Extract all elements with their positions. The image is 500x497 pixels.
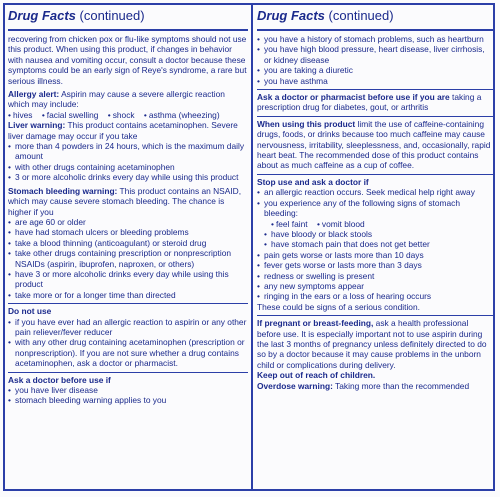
right-header <box>257 5 493 31</box>
liver-item: • with other drugs containing acetaminophen <box>8 162 248 172</box>
allergy-alert <box>8 88 248 185</box>
drug-facts-panel <box>3 3 495 491</box>
allergy-item: • hives <box>8 110 33 120</box>
pharm-label: Ask a doctor or pharmacist before use if you are <box>257 92 450 103</box>
ask-item: • you are taking a diuretic <box>257 65 493 75</box>
stop-item: • an allergic reaction occurs. Seek medical help right away <box>257 187 493 197</box>
preg-text: ask a health professional before use. It is especially important not to use aspirin during the last 3 months of pregnancy unless definitely directed to do so by a doctor because it may cause problems in the unborn child or complications during delivery. <box>257 318 487 370</box>
allergy-item: • shock <box>108 110 135 120</box>
bleed-item: • take other drugs containing prescription or nonprescription NSAIDs (aspirin, ibuprofen, naproxen, or others) <box>8 248 248 269</box>
ask-item: • you have asthma <box>257 76 493 86</box>
left-header <box>8 5 248 31</box>
when-label: When using this product <box>257 118 356 129</box>
when-text: limit the use of caffeine-containing drugs, foods, or drinks because too much caffeine may cause nervousness, irritability, sleeplessness, and, occasionally, rapid heart beat. The recommended dose of this product contains about as much caffeine as a cup of coffee. <box>257 118 491 171</box>
do-not-use <box>8 305 248 370</box>
stop-item: • fever gets worse or lasts more than 3 days <box>257 260 493 270</box>
header-title: Drug Facts <box>8 8 76 23</box>
ask-item: • you have high blood pressure, heart disease, liver cirrhosis, or kidney disease <box>257 44 493 65</box>
ask-label: Ask a doctor before use if <box>8 374 111 385</box>
stop-sub-item: • have stomach pain that does not get better <box>257 239 493 249</box>
stop-sub-row <box>257 219 493 229</box>
allergy-items <box>8 110 248 120</box>
section-rule <box>8 372 248 373</box>
stop-item: • redness or swelling is present <box>257 271 493 281</box>
ask-item: • stomach bleeding warning applies to you <box>8 395 248 405</box>
stop-note: These could be signs of a serious condition. <box>257 301 420 312</box>
section-rule <box>8 303 248 304</box>
pregnancy-warning <box>257 317 493 393</box>
overdose-label: Overdose warning: <box>257 380 333 391</box>
liver-label: Liver warning: <box>8 120 66 131</box>
donot-item: • with any other drug containing acetaminophen (prescription or nonprescription). If you are not sure whether a drug contains acetaminophen, ask a doctor or pharmacist. <box>8 337 248 368</box>
section-rule <box>257 174 493 175</box>
donot-item: • if you have ever had an allergic reaction to aspirin or any other pain reliever/fever reducer <box>8 317 248 338</box>
section-rule <box>257 89 493 90</box>
bleed-item: • have 3 or more alcoholic drinks every day while using this product <box>8 269 248 290</box>
stop-sub-item: • have bloody or black stools <box>257 229 493 239</box>
left-column <box>8 5 248 489</box>
ask-item: • you have liver disease <box>8 385 248 395</box>
when-using <box>257 118 493 173</box>
donot-label: Do not use <box>8 306 52 317</box>
stop-item: • you experience any of the following signs of stomach bleeding: <box>257 198 493 219</box>
stomach-bleeding-warning <box>8 185 248 302</box>
column-divider <box>251 5 253 489</box>
allergy-text: Aspirin may cause a severe allergic reaction which may include: <box>8 89 225 110</box>
allergy-label: Allergy alert: <box>8 89 60 100</box>
allergy-item: • asthma (wheezing) <box>144 110 220 120</box>
liver-text: This product contains acetaminophen. Severe liver damage may occur if you take <box>8 120 238 141</box>
header-title: Drug Facts <box>257 8 325 23</box>
ask-doctor <box>8 374 248 408</box>
stop-item: • ringing in the ears or a loss of hearing occurs <box>257 291 493 301</box>
bleed-text: This product contains an NSAID, which may cause severe stomach bleeding. The chance is higher if you <box>8 185 242 217</box>
ask-doctor-continued <box>257 33 493 88</box>
stop-sub-item: • vomit blood <box>317 219 365 229</box>
stop-item: • any new symptoms appear <box>257 281 493 291</box>
liver-item: • more than 4 powders in 24 hours, which is the maximum daily amount <box>8 141 248 162</box>
allergy-item: • facial swelling <box>42 110 99 120</box>
bleed-item: • take more or for a longer time than directed <box>8 290 248 300</box>
reye-warning <box>8 33 248 88</box>
stop-use <box>257 176 493 314</box>
overdose-text: Taking more than the recommended <box>335 380 470 391</box>
ask-item: • you have a history of stomach problems, such as heartburn <box>257 34 493 44</box>
stop-item: • pain gets worse or lasts more than 10 days <box>257 250 493 260</box>
bleed-item: • take a blood thinning (anticoagulant) or steroid drug <box>8 238 248 248</box>
bleed-item: • have had stomach ulcers or bleeding problems <box>8 227 248 237</box>
section-rule <box>257 315 493 316</box>
right-column <box>257 5 493 489</box>
ask-pharmacist <box>257 91 493 115</box>
stop-label: Stop use and ask a doctor if <box>257 176 369 187</box>
keep-out-of-reach: Keep out of reach of children. <box>257 370 376 381</box>
section-rule <box>257 116 493 117</box>
liver-item: • 3 or more alcoholic drinks every day while using this product <box>8 172 248 182</box>
stop-sub-item: • feel faint <box>271 219 308 229</box>
bleed-label: Stomach bleeding warning: <box>8 185 118 196</box>
header-suffix: (continued) <box>79 8 145 23</box>
preg-label: If pregnant or breast-feeding, <box>257 318 374 329</box>
pharm-text: taking a prescription drug for diabetes, gout, or arthritis <box>257 92 482 113</box>
bleed-item: • are age 60 or older <box>8 217 248 227</box>
header-suffix: (continued) <box>328 8 394 23</box>
reye-text: recovering from chicken pox or flu-like symptoms should not use this product. When using this product, if changes in behavior with nausea and vomiting occur, consult a doctor because these symptoms could be an early sign of Reye's syndrome, a rare but serious illness. <box>8 34 247 86</box>
